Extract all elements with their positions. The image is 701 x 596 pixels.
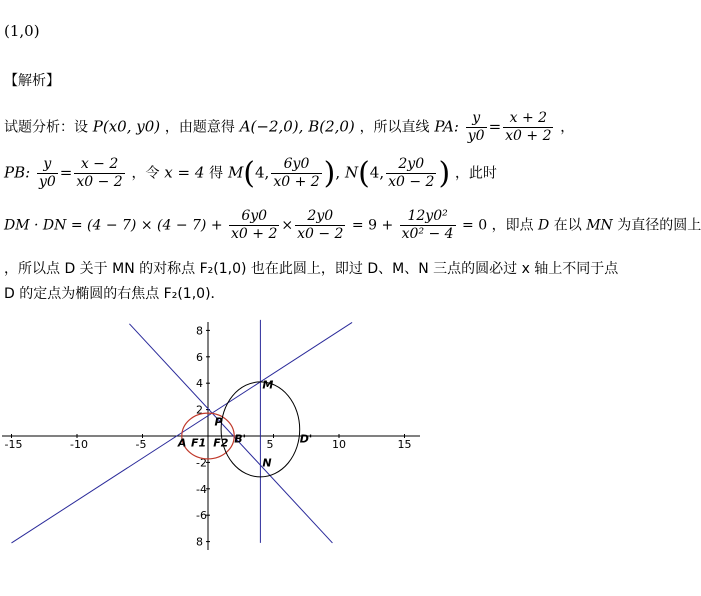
frac-m: $\frac{6y0}{x0 + 2}$ (273, 156, 320, 190)
var-p: P (92, 117, 103, 136)
y-tick-label: -4 (196, 482, 207, 496)
text-segment: 得 (209, 165, 224, 182)
y-tick-label: 2 (196, 403, 203, 417)
y-tick-label: 8 (196, 324, 203, 338)
analysis-line-4: ，所以点 D 关于 MN 的对称点 F₂(1,0) 也在此圆上，即过 D、M、N 三点的圆必过 x 轴上不同于点 (4, 261, 619, 277)
frac-n: $\frac{2y0}{x0 - 2}$ (388, 156, 435, 190)
frac-y-over-y0: $\frac{y}{y0}$ (38, 156, 56, 190)
frac-pb: $\frac{x - 2}{x0 - 2}$ (76, 156, 123, 190)
label-b: B' (234, 432, 246, 446)
label-a: A (177, 436, 187, 450)
text-segment: ，所以直线 (359, 119, 430, 136)
y-tick-label: -6 (196, 509, 207, 523)
x-tick-label: -15 (4, 438, 23, 451)
analysis-line-1: 试题分析：设 P(x0, y0) ，由题意得 A(−2,0), B(2,0) ，所以直线 PA: $\frac{y}{y0}$ = $\frac{x + 2}{x0 + 2}$ ， (4, 110, 575, 144)
label-f2: F2 (213, 436, 229, 450)
comma: ， (560, 119, 575, 136)
label-f1: F1 (190, 436, 207, 450)
text-segment: 试题分析：设 (4, 119, 88, 136)
frac-pa: $\frac{x + 2}{x0 + 2}$ (505, 110, 552, 144)
analysis-line-2: PB: $\frac{y}{y0}$ = $\frac{x - 2}{x0 - 2}$ ，令 x = 4 得 M(4, $\frac{6y0}{x0 + 2}$ ), N(4, $\frac{2y0}{x0 - 2}$ ) ，此时 (4, 156, 497, 191)
y-tick-label: 6 (196, 350, 203, 364)
x-tick-label: -10 (70, 438, 88, 451)
dot-product: DM · DN = (4 − 7) × (4 − 7) + (4, 217, 223, 234)
section-label: 【解析】 (4, 73, 60, 89)
frac-y-over-y0: $\frac{y}{y0}$ (467, 110, 485, 144)
analysis-line-3: DM · DN = (4 − 7) × (4 − 7) + $\frac{6y0}{x0 + 2}$ × $\frac{2y0}{x0 - 2}$ = 9 + $\frac{\text{12y0²}}{\text{x0² − 4}}$ = 0 ，即点 D 在以 MN 为直径的圆上 (4, 208, 701, 242)
label-n: N (262, 456, 272, 470)
conic-graph (0, 318, 430, 554)
line-pb-label: PB: (4, 163, 31, 182)
frac-result: $\frac{\text{12y0²}}{\text{x0² − 4}}$ (401, 208, 454, 242)
label-d: D' (299, 432, 313, 446)
coords: (x0, y0) (102, 117, 161, 136)
text-segment: ，此时 (454, 165, 497, 182)
frac-n: $\frac{2y0}{x0 - 2}$ (297, 208, 344, 242)
frac-m: $\frac{6y0}{x0 + 2}$ (231, 208, 278, 242)
label-p: P (214, 415, 223, 429)
point-m: M (227, 163, 244, 182)
line-pa-label: PA: (434, 117, 459, 136)
analysis-line-5: D 的定点为椭圆的右焦点 F₂(1,0)． (4, 286, 225, 302)
y-tick-label: 4 (196, 377, 203, 391)
x-tick-label: 5 (266, 438, 274, 451)
points-ab: A(−2,0), B(2,0) (239, 117, 355, 136)
label-m: M (262, 378, 274, 392)
y-tick-label: 8 (196, 535, 203, 549)
text-segment: ，由题意得 (164, 119, 235, 136)
y-tick-label: -2 (196, 456, 207, 470)
x-tick-label: 10 (332, 438, 346, 451)
answer: (1,0) (4, 22, 40, 40)
point-n: N (344, 163, 359, 182)
x-tick-label: 15 (397, 438, 412, 451)
x-tick-label: -5 (135, 438, 147, 451)
text-segment: ，令 (131, 165, 160, 182)
x-equals-4: x = 4 (164, 163, 205, 182)
